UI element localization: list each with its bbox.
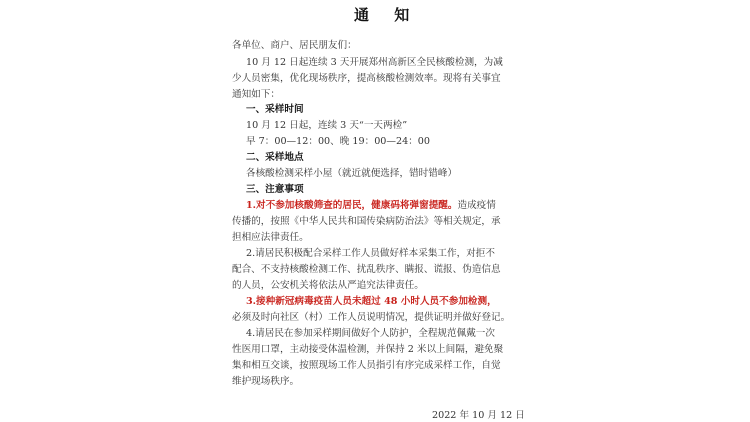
item-2-line-2: 配合、不支持核酸检测工作、扰乱秩序、瞒报、谎报、伪造信息 [232, 264, 501, 275]
item-1-warning-text: 1.对不参加核酸筛查的居民，健康码将弹窗提醒。 [246, 200, 458, 211]
section-heading-notes: 三、注意事项 [246, 184, 304, 195]
notice-title: 通 知 [354, 6, 420, 24]
item-4-line-3: 集和相互交谈，按照现场工作人员指引有序完成采样工作，自觉 [232, 360, 501, 371]
item-3-warning-line: 3.接种新冠病毒疫苗人员未超过 48 小时人员不参加检测， [246, 296, 497, 307]
notice-document [232, 0, 532, 422]
item-2-line-1: 2.请居民积极配合采样工作人员做好样本采集工作，对拒不 [246, 248, 495, 259]
item-1-line-2: 传播的，按照《中华人民共和国传染病防治法》等相关规定，承 [232, 216, 501, 227]
item-1-line-1 [246, 200, 496, 212]
item-2-line-3: 的人员，公安机关将依法从严追究法律责任。 [232, 280, 424, 291]
intro-line-1: 10 月 12 日起连续 3 天开展郑州高新区全民核酸检测，为减 [246, 57, 503, 68]
section-location-line-1: 各核酸检测采样小屋（就近就便选择，错时错峰） [246, 168, 458, 179]
section-heading-location: 二、采样地点 [246, 152, 304, 163]
item-4-line-2: 性医用口罩，主动接受体温检测，并保持 2 米以上间隔，避免聚 [232, 344, 504, 355]
item-3-line-2: 必须及时向社区（村）工作人员说明情况，提供证明并做好登记。 [232, 312, 511, 323]
item-1-rest-text: 造成疫情 [457, 200, 496, 211]
item-1-line-3: 担相应法律责任。 [232, 232, 309, 243]
item-4-line-1: 4.请居民在参加采样期间做好个人防护，全程规范佩戴一次 [246, 328, 495, 339]
section-time-line-2: 早 7：00—12：00、晚 19：00—24：00 [246, 136, 431, 147]
section-heading-time: 一、采样时间 [246, 104, 304, 115]
notice-date: 2022 年 10 月 12 日 [432, 410, 525, 421]
item-4-line-4: 维护现场秩序。 [232, 376, 300, 387]
intro-line-2: 少人员密集，优化现场秩序，提高核酸检测效率。现将有关事宜 [232, 73, 501, 84]
section-time-line-1: 10 月 12 日起，连续 3 天“一天两检” [246, 120, 408, 131]
intro-line-3: 通知如下： [232, 89, 280, 100]
greeting: 各单位、商户、居民朋友们： [232, 40, 357, 51]
